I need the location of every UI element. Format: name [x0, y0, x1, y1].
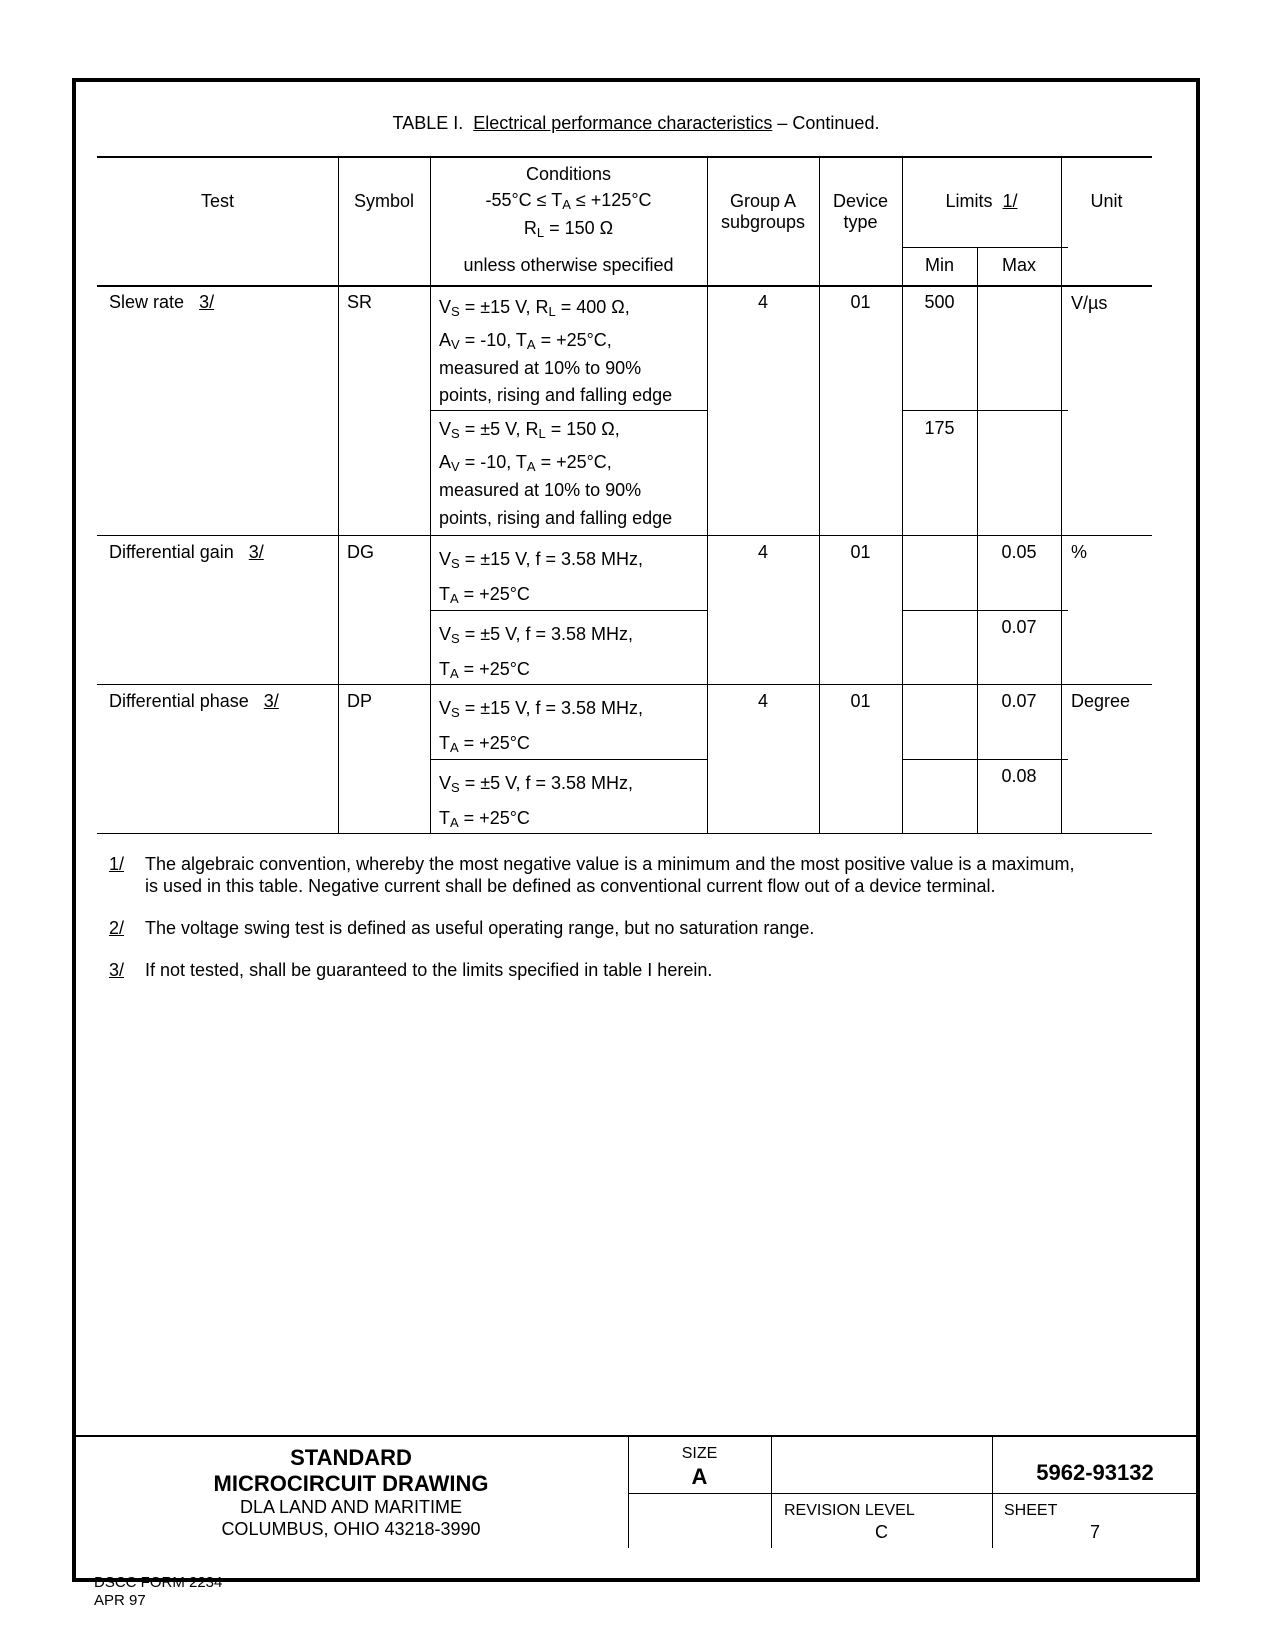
row-phase-max-2: 0.08: [1001, 766, 1037, 786]
row-slew-test: Slew rate 3/: [109, 292, 215, 312]
sheet-label: SHEET: [1004, 1502, 1058, 1519]
row-slew-cond1-line2: $A_V = -10$, $T_A = +25^\circ C$,: [439, 330, 612, 352]
header-type: type: [843, 212, 878, 232]
table-bottom-line: [97, 833, 1152, 834]
size-label: SIZE: [681, 1445, 718, 1462]
col-line-unit: [1061, 156, 1062, 833]
row-phase-subgroup: 4: [757, 691, 768, 711]
col-line-max: [977, 247, 978, 833]
row-gain-subgroup: 4: [757, 542, 768, 562]
row-slew-subgroup: 4: [757, 292, 768, 312]
note-2-number: 2/: [109, 918, 125, 938]
row-phase-cond1-line2: $T_A = +25^\circ C$: [439, 733, 530, 755]
header-max: Max: [1001, 255, 1036, 275]
title-microcircuit-drawing: MICROCIRCUIT DRAWING: [213, 1471, 489, 1496]
row-gain-cond1-line2: $T_A = +25^\circ C$: [439, 584, 530, 606]
header-conditions: Conditions: [525, 164, 612, 184]
row-phase-symbol: DP: [347, 691, 373, 711]
row-slew-cond1-line1: $V_S = \pm 15$ V, $R_L = 400$ Ω,: [439, 297, 630, 319]
note-1-line-2: is used in this table. Negative current shall be defined as conventional current flow out of a device terminal.: [145, 876, 996, 896]
header-unit: Unit: [1090, 191, 1123, 211]
row-slew-cond2-line3: measured at 10% to 90%: [439, 480, 642, 500]
row-gain-cond2-line2: $T_A = +25^\circ C$: [439, 659, 530, 681]
header-subgroups: subgroups: [720, 212, 806, 232]
row-slew-cond2-line1: $V_S = \pm 5$ V, $R_L = 150$ Ω,: [439, 419, 620, 441]
table-top-line: [97, 156, 1152, 158]
form-date: APR 97: [94, 1592, 146, 1609]
row-slew-cond1-line3: measured at 10% to 90%: [439, 358, 642, 378]
row-slew-symbol: SR: [347, 292, 373, 312]
row-phase-cond2-line1: $V_S = \pm 5$ V, f = 3.58 MHz,: [439, 773, 633, 795]
col-line-group: [707, 156, 708, 833]
title-block-mid-line: [628, 1493, 1198, 1494]
row-gain-max-1: 0.05: [1001, 542, 1037, 562]
row-slew-cond2-line4: points, rising and falling edge: [439, 508, 673, 528]
table-title-suffix: – Continued.: [777, 113, 880, 133]
revision-value: C: [875, 1522, 888, 1542]
dg-limits-split: [902, 610, 1068, 611]
drawing-number: 5962-93132: [1036, 1460, 1154, 1485]
row-slew-min-2: 175: [924, 418, 955, 438]
form-identifier: [94, 1574, 222, 1610]
note-3-number: 3/: [109, 960, 125, 980]
row-phase-max-1: 0.07: [1001, 691, 1037, 711]
header-conditions-note: unless otherwise specified: [463, 255, 674, 275]
row-slew-cond2-line2: $A_V = -10$, $T_A = +25^\circ C$,: [439, 452, 612, 474]
row-phase-cond2-line2: $T_A = +25^\circ C$: [439, 808, 530, 830]
note-1-number: 1/: [109, 854, 125, 874]
note-2-text: The voltage swing test is defined as useful operating range, but no saturation range.: [145, 918, 815, 938]
row-divider-2: [97, 684, 1152, 685]
header-symbol: Symbol: [353, 191, 415, 211]
title-block-top-line: [74, 1435, 1198, 1437]
row-slew-cond1-line4: points, rising and falling edge: [439, 385, 673, 405]
form-number: DSCC FORM 2234: [94, 1574, 223, 1591]
table-title-main: Electrical performance characteristics: [473, 113, 773, 133]
header-device: Device: [832, 191, 889, 211]
dp-limits-split: [902, 759, 1068, 760]
row-gain-device: 01: [850, 542, 871, 562]
revision-label: REVISION LEVEL: [784, 1502, 915, 1519]
row-gain-max-2: 0.07: [1001, 617, 1037, 637]
page-border: [72, 78, 1200, 1582]
title-address: COLUMBUS, OHIO 43218-3990: [221, 1519, 481, 1539]
row-slew-unit: V/µs: [1071, 293, 1108, 313]
header-conditions-load: $R_L = 150$ Ω: [523, 218, 614, 240]
title-agency: DLA LAND AND MARITIME: [239, 1497, 463, 1517]
header-bottom-line: [97, 285, 1152, 287]
sheet-value: 7: [1089, 1522, 1100, 1542]
header-limits: Limits 1/: [945, 191, 1018, 211]
row-gain-cond1-line1: $V_S = \pm 15$ V, f = 3.58 MHz,: [439, 549, 644, 571]
header-min: Min: [924, 255, 954, 275]
title-standard: STANDARD: [290, 1445, 412, 1470]
dg-cond-split: [430, 610, 708, 611]
limits-divider: [902, 247, 1068, 248]
row-gain-symbol: DG: [347, 542, 374, 562]
sr-limits-split: [902, 410, 1068, 411]
row-phase-unit: Degree: [1071, 691, 1131, 711]
header-group-a: Group A: [729, 191, 797, 211]
col-line-symbol: [338, 156, 339, 833]
row-gain-cond2-line1: $V_S = \pm 5$ V, f = 3.58 MHz,: [439, 624, 633, 646]
header-test: Test: [200, 191, 234, 211]
col-line-device: [819, 156, 820, 833]
note-1-line-1: The algebraic convention, whereby the most negative value is a minimum and the most positive value is a maximum,: [145, 854, 1075, 874]
row-phase-cond1-line1: $V_S = \pm 15$ V, f = 3.58 MHz,: [439, 698, 644, 720]
row-gain-unit: %: [1071, 542, 1088, 562]
table-title: [72, 113, 1200, 134]
row-slew-device: 01: [850, 292, 871, 312]
header-conditions-temp: $-55^\circ C \le T_A \le +125^\circ C$: [485, 190, 652, 212]
row-gain-test: Differential gain 3/: [109, 542, 264, 562]
row-phase-device: 01: [850, 691, 871, 711]
sr-cond-split: [430, 410, 708, 411]
note-3-text: If not tested, shall be guaranteed to the limits specified in table I herein.: [145, 960, 713, 980]
row-divider-1: [97, 535, 1152, 536]
table-title-prefix: TABLE I.: [392, 113, 464, 133]
row-phase-test: Differential phase 3/: [109, 691, 279, 711]
size-value: A: [691, 1464, 708, 1489]
dp-cond-split: [430, 759, 708, 760]
row-slew-min-1: 500: [924, 292, 955, 312]
